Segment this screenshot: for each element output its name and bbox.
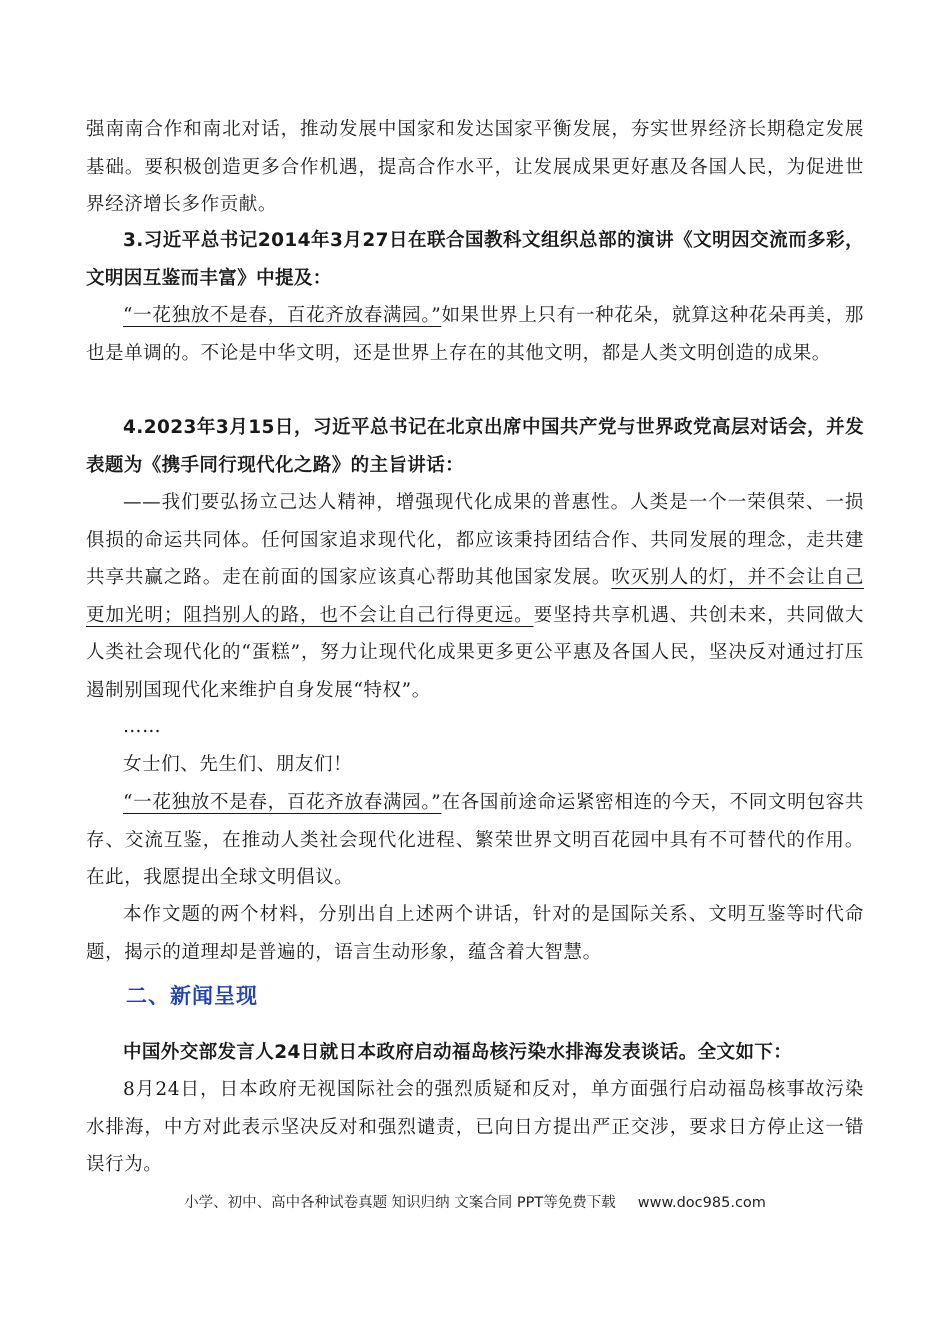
paragraph-text: 如果世界上只有一种花朵，就算这种花朵再美，那也是单调的。不论是中华文明，还是世界上存在的其他文明，都是人类文明创造的成果。 <box>86 305 865 364</box>
paragraph-text: 中国外交部发言人24日就日本政府启动福岛核污染水排海发表谈话。全文如下： <box>123 1042 793 1063</box>
paragraph-text: 在各国前途命运紧密相连的今天，不同文明包容共存、交流互鉴，在推动人类社会现代化进程、繁荣世界文明百花园中具有不可替代的作用。在此，我愿提出全球文明倡议。 <box>86 792 865 888</box>
underlined-quote: “一花独放不是春，百花齐放春满园。” <box>123 305 442 326</box>
commentary-paragraph <box>86 896 864 971</box>
quote-source-3 <box>86 222 864 297</box>
underlined-quote: “一花独放不是春，百花齐放春满园。” <box>123 792 442 813</box>
paragraph-continuation <box>86 111 864 224</box>
news-lead <box>86 1034 864 1072</box>
ellipsis-text: …… <box>123 716 162 737</box>
quote-paragraph-3 <box>86 297 864 372</box>
paragraph-text: 本作文题的两个材料，分别出自上述两个讲话，针对的是国际关系、文明互鉴等时代命题，揭示的道理却是普遍的，语言生动形象，蕴含着大智慧。 <box>86 904 864 963</box>
section-heading: 二、新闻呈现 <box>126 984 258 1008</box>
page-footer <box>0 1191 950 1212</box>
paragraph-text: ——我们要弘扬立己达人精神，增强现代化成果的普惠性。人类是一个一荣俱荣、一损俱损的命运共同体。任何国家追求现代化，都应该秉持团结合作、共同发展的理念，走共建共享共赢之路。走在前面的国家应该真心帮助其他国家发展。 <box>86 492 864 588</box>
paragraph-text: 强南南合作和南北对话，推动发展中国家和发达国家平衡发展，夯实世界经济长期稳定发展基础。要积极创造更多合作机遇，提高合作水平，让发展成果更好惠及各国人民，为促进世界经济增长多作贡献。 <box>86 119 864 215</box>
quote-source-4 <box>86 409 864 484</box>
greeting-text: 女士们、先生们、朋友们！ <box>123 754 353 775</box>
footer-url: www.doc985.com <box>637 1195 766 1211</box>
paragraph-text: 要坚持共享机遇、共创未来，共同做大人类社会现代化的“蛋糕”，努力让现代化成果更多更公平惠及各国人民，坚决反对通过打压遏制别国现代化来维护自身发展“特权”。 <box>86 604 865 701</box>
underlined-quote: 吹灭别人的灯，并不会让自己更加光明；阻挡别人的路，也不会让自己行得更远。 <box>86 567 864 626</box>
news-body <box>86 1071 864 1184</box>
speech-excerpt <box>86 484 864 709</box>
quote-paragraph-6 <box>86 784 864 897</box>
footer-text: 小学、初中、高中各种试卷真题 知识归纳 文案合同 PPT等免费下载 <box>184 1195 616 1211</box>
paragraph-text: 3.习近平总书记2014年3月27日在联合国教科文组织总部的演讲《文明因交流而多彩，文明因互鉴而丰富》中提及： <box>86 230 864 289</box>
ellipsis <box>86 708 864 746</box>
greeting <box>86 746 864 784</box>
paragraph-text: 4.2023年3月15日，习近平总书记在北京出席中国共产党与世界政党高层对话会，并发表题为《携手同行现代化之路》的主旨讲话： <box>86 417 864 476</box>
paragraph-text: 8月24日，日本政府无视国际社会的强烈质疑和反对，单方面强行启动福岛核事故污染水排海，中方对此表示坚决反对和强烈谴责，已向日方提出严正交涉，要求日方停止这一错误行为。 <box>86 1079 864 1175</box>
